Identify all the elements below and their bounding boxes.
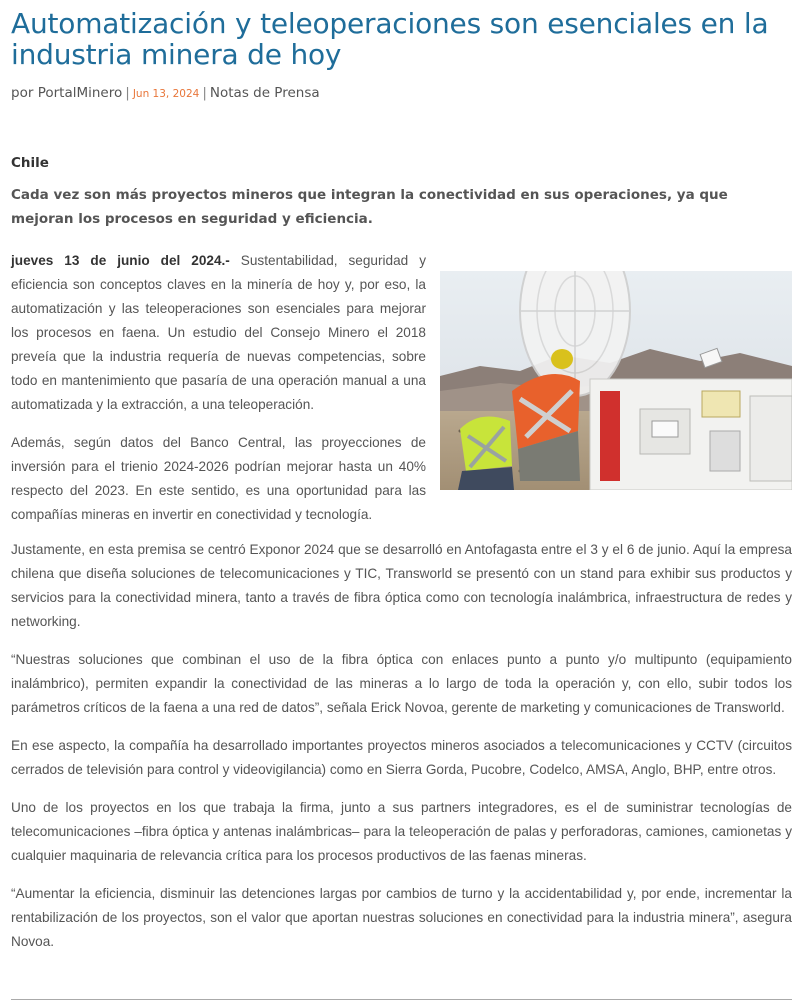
country-label: Chile	[11, 155, 49, 171]
post-meta	[11, 84, 792, 103]
article	[11, 7, 792, 949]
article-title: Automatización y teleoperaciones son esenciales en la industria minera de hoy	[11, 7, 769, 71]
photo-illustration	[440, 271, 792, 490]
meta-separator: |	[202, 85, 207, 101]
paragraph-2: Además, según datos del Banco Central, las proyecciones de inversión para el trienio 2024-2026 podrían mejorar hasta un 40% respecto del 2023. En este sentido, es una oportunidad para las compañías mineras en invertir en conectividad y tecnología.	[11, 435, 426, 522]
paragraph-1: jueves 13 de junio del 2024.- Sustentabilidad, seguridad y eficiencia son conceptos claves en la minería de hoy y, por eso, la automatización y las teleoperaciones son esenciales para mejorar los procesos en faena. Un estudio del Consejo Minero el 2018 preveía que la industria requería de nuevas competencias, sobre todo en mantenimiento que pasaría de una operación manual a una automatizada y la extracción, a una teleoperación.	[11, 253, 426, 412]
paragraph-3: Justamente, en esta premisa se centró Exponor 2024 que se desarrolló en Antofagasta entre el 3 y el 6 de junio. Aquí la empresa chilena que diseña soluciones de telecomunicaciones y TIC, Transworld se presentó con un stand para exhibir sus productos y servicios para la conectividad minera, tanto a través de fibra óptica como con tecnología inalámbrica, infraestructura de redes y networking.	[11, 542, 792, 629]
paragraph-6: Uno de los proyectos en los que trabaja la firma, junto a sus partners integradores, es el de suministrar tecnologías de telecomunicaciones –fibra óptica y antenas inalámbricas– para la teleoperación de palas y perforadoras, camiones, camionetas y cualquier maquinaria de relevancia crítica para los procesos productivos de las faenas mineras.	[11, 800, 792, 863]
paragraph-5: En ese aspecto, la compañía ha desarrollado importantes proyectos mineros asociados a telecomunicaciones y CCTV (circuitos cerrados de televisión para control y videovigilancia) como en Sierra Gorda, Pucobre, Codelco, AMSA, Anglo, BHP, entre otros.	[11, 738, 792, 777]
meta-separator: |	[125, 85, 130, 101]
lead-paragraph: Cada vez son más proyectos mineros que integran la conectividad en sus operaciones, ya que mejoran los procesos en seguridad y eficiencia.	[11, 187, 728, 227]
body-section	[11, 538, 792, 968]
post-date: Jun 13, 2024	[132, 88, 200, 100]
intro-section	[11, 249, 792, 541]
worker-installing-antenna-photo	[440, 271, 792, 490]
bottom-divider	[11, 999, 792, 1000]
author-link[interactable]: PortalMinero	[37, 85, 123, 101]
by-label: por	[11, 85, 34, 101]
paragraph-7: “Aumentar la eficiencia, disminuir las detenciones largas por cambios de turno y la accidentabilidad y, por ende, incrementar la rentabilización de los proyectos, son el valor que aportan nuestras soluciones en conectividad para la industria minera”, asegura Novoa.	[11, 886, 792, 949]
category-link[interactable]: Notas de Prensa	[209, 85, 320, 101]
paragraph-4: “Nuestras soluciones que combinan el uso de la fibra óptica con enlaces punto a punto y/o multipunto (equipamiento inalámbrico), permiten expandir la conectividad de las mineras a lo largo de toda la operación y, con ello, subir todos los parámetros críticos de la faena a una red de datos”, señala Erick Novoa, gerente de marketing y comunicaciones de Transworld.	[11, 652, 792, 715]
dateline: jueves 13 de junio del 2024.-	[11, 253, 230, 268]
